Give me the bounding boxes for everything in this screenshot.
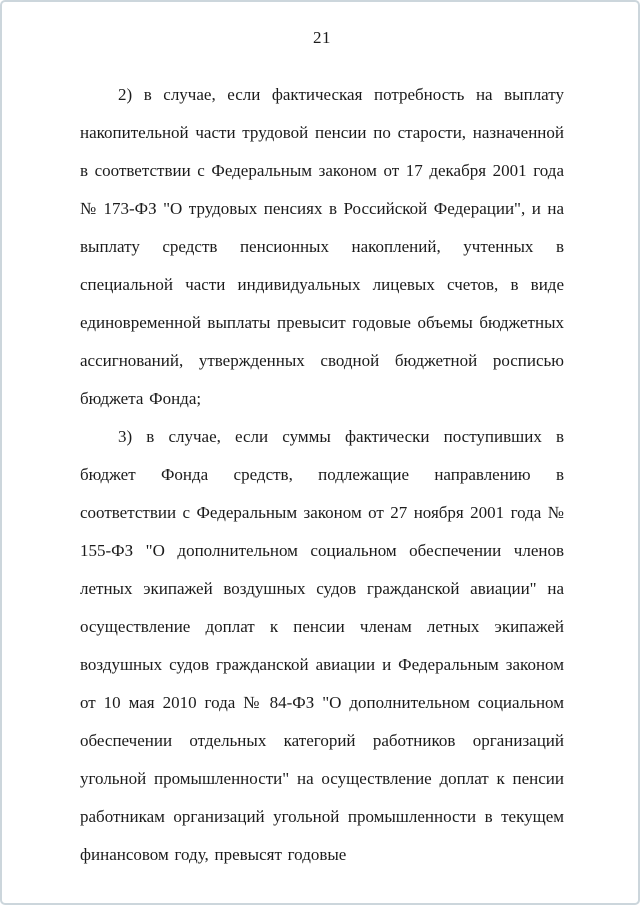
paragraph-item-2: 2) в случае, если фактическая потребность на выплату накопительной части трудовой пенсии по старости, назначенной в соответствии с Федеральным законом от 17 декабря 2001 года № 173-ФЗ "О трудовых пенсиях в Российской Федерации", и на выплату средств пенсионных накоплений, учтенных в специальной части индивидуальных лицевых счетов, в виде единовременной выплаты превысит годовые объемы бюджетных ассигнований, утвержденных сводной бюджетной росписью бюджета Фонда;: [80, 85, 564, 408]
paragraph-item-3: 3) в случае, если суммы фактически поступивших в бюджет Фонда средств, подлежащие направлению в соответствии с Федеральным законом от 27 ноября 2001 года № 155-ФЗ "О дополнительном социальном обеспечении членов летных экипажей воздушных судов гражданской авиации" на осуществление доплат к пенсии членам летных экипажей воздушных судов гражданской авиации и Федеральным законом от 10 мая 2010 года № 84-ФЗ "О дополнительном социальном обеспечении отдельных категорий работников организаций угольной промышленности" на осуществление доплат к пенсии работникам организаций угольной промышленности в текущем финансовом году, превысят годовые: [80, 427, 564, 864]
page-number: 21: [313, 28, 331, 47]
